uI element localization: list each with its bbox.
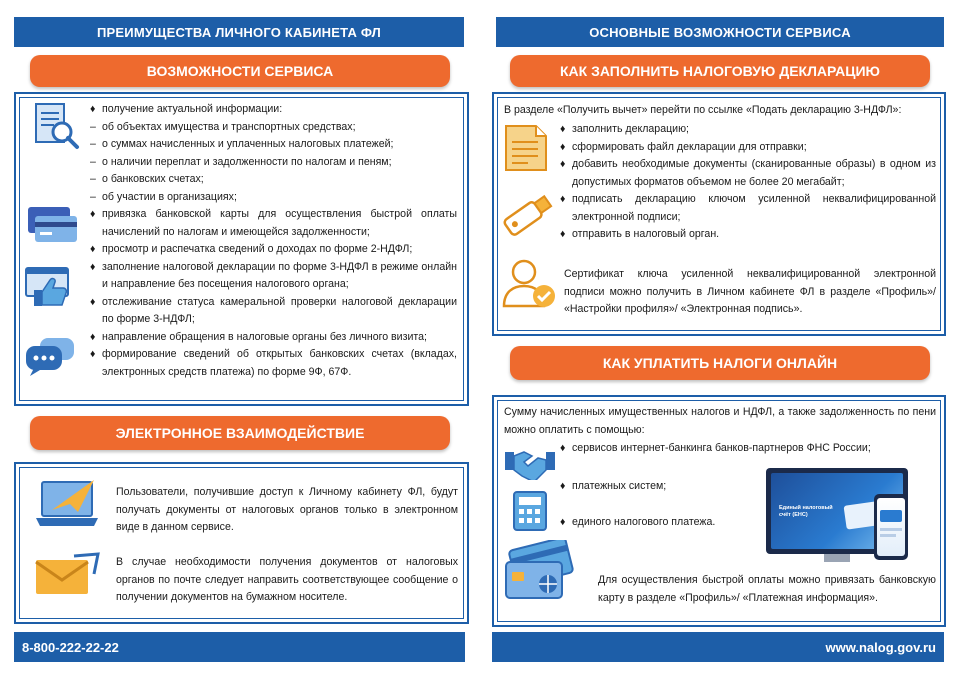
list-item-text: формирование сведений об открытых банковских счетах (вкладах, электронных средств платежа) по форме 9Ф, 67Ф. xyxy=(102,348,457,378)
list-marker: ♦ xyxy=(560,480,566,492)
monitor-stand xyxy=(824,554,850,562)
list-item xyxy=(560,156,936,191)
list-marker: – xyxy=(90,173,96,185)
list-item xyxy=(90,206,457,241)
list-item xyxy=(90,171,457,189)
list-item xyxy=(90,346,457,381)
thumbs-up-icon xyxy=(24,266,76,310)
declaration-list xyxy=(560,121,936,244)
list-item xyxy=(560,191,936,226)
list-item-text: сервисов интернет-банкинга банков-партнеров ФНС России; xyxy=(572,442,871,454)
interaction-paragraph-1: Пользователи, получившие доступ к Личному кабинету ФЛ, будут получать документы от налоговых органов только в электронном виде в данном сервисе. xyxy=(116,486,458,533)
interaction-title: ЭЛЕКТРОННОЕ ВЗАИМОДЕЙСТВИЕ xyxy=(30,416,450,450)
pay-list-item-3 xyxy=(560,514,760,532)
right-header: ОСНОВНЫЕ ВОЗМОЖНОСТИ СЕРВИСА xyxy=(496,17,944,47)
card-globe-icon xyxy=(502,540,578,606)
list-item-text: о банковских счетах; xyxy=(102,173,204,185)
features-title: ВОЗМОЖНОСТИ СЕРВИСА xyxy=(30,55,450,87)
declaration-intro: В разделе «Получить вычет» перейти по ссылке «Подать декларацию 3-НДФЛ»: xyxy=(504,104,902,116)
site-link[interactable]: www.nalog.gov.ru xyxy=(825,639,936,655)
list-item xyxy=(560,478,760,496)
list-item xyxy=(90,241,457,259)
list-item-text: единого налогового платежа. xyxy=(572,516,716,528)
list-item xyxy=(560,121,936,139)
list-marker: – xyxy=(90,120,96,133)
list-marker: ♦ xyxy=(560,123,566,135)
list-item xyxy=(560,139,936,157)
pay-list-item-2 xyxy=(560,478,760,496)
list-item xyxy=(90,259,457,294)
phone-card xyxy=(880,510,902,522)
list-item xyxy=(560,440,890,458)
list-item-text: сформировать файл декларации для отправки; xyxy=(572,140,807,153)
pay-intro: Сумму начисленных имущественных налогов и НДФЛ, а также задолженность по пени можно оплатить с помощью: xyxy=(504,406,936,436)
list-marker: ♦ xyxy=(560,228,566,240)
list-item-text: просмотр и распечатка сведений о доходах по форме 2-НДФЛ; xyxy=(102,243,413,255)
pay-list xyxy=(560,440,871,458)
list-item xyxy=(90,154,457,172)
list-item-text: подписать декларацию ключом усиленной неквалифицированной электронной подписи; xyxy=(572,193,936,223)
list-item xyxy=(90,329,457,347)
list-item-text: направление обращения в налоговые органы без личного визита; xyxy=(102,330,427,343)
list-item-text: отправить в налоговый орган. xyxy=(572,228,720,240)
list-item-text: об объектах имущества и транспортных средствах; xyxy=(102,120,356,133)
list-item-text: добавить необходимые документы (сканированные образы) в одном из допустимых форматов объемом не более 20 мегабайт; xyxy=(572,158,936,188)
list-item xyxy=(90,136,457,154)
user-verified-icon xyxy=(500,256,558,312)
list-marker: ♦ xyxy=(560,442,566,454)
phone-line xyxy=(880,528,902,531)
list-marker: ♦ xyxy=(560,516,566,528)
list-marker: – xyxy=(90,138,96,150)
list-marker: ♦ xyxy=(90,330,96,343)
list-marker: ♦ xyxy=(90,243,96,255)
declaration-title: КАК ЗАПОЛНИТЬ НАЛОГОВУЮ ДЕКЛАРАЦИЮ xyxy=(510,55,930,87)
features-list xyxy=(90,101,457,381)
interaction-paragraph-2: В случае необходимости получения документов от налоговых органов по почте следует направить соответствующее сообщение о получении документов на бумажном носителе. xyxy=(116,556,458,603)
document-icon xyxy=(502,122,550,174)
left-header: ПРЕИМУЩЕСТВА ЛИЧНОГО КАБИНЕТА ФЛ xyxy=(14,17,464,47)
list-marker: ♦ xyxy=(560,193,566,205)
handshake-icon xyxy=(504,446,556,480)
list-item xyxy=(90,101,457,119)
list-item-text: платежных систем; xyxy=(572,480,667,492)
site-footer xyxy=(492,632,944,662)
list-marker: ♦ xyxy=(90,260,96,273)
list-item xyxy=(90,294,457,329)
list-marker: – xyxy=(90,190,96,203)
list-marker: ♦ xyxy=(90,348,96,360)
phone-footer xyxy=(14,632,465,662)
list-marker: ♦ xyxy=(560,140,566,153)
list-item xyxy=(90,119,457,137)
list-marker: ♦ xyxy=(90,208,96,220)
card-note: Для осуществления быстрой оплаты можно привязать банковскую карту в разделе «Профиль»/ «Платежная информация». xyxy=(598,574,936,604)
declaration-note: Сертификат ключа усиленной неквалифицированной электронной подписи можно получить в Личном кабинете ФЛ в разделе «Профиль»/ «Настройки профиля»/ «Электронная подпись». xyxy=(564,268,936,315)
phone-mockup xyxy=(874,494,908,560)
envelope-icon xyxy=(34,552,104,598)
usb-key-icon xyxy=(500,190,556,240)
list-marker: – xyxy=(90,155,96,168)
phone-number[interactable]: 8-800-222-22-22 xyxy=(22,639,119,655)
screen-title: Единый налоговый счёт (ЕНС) xyxy=(779,505,833,518)
list-marker: ♦ xyxy=(90,103,96,115)
laptop-paper-plane-icon xyxy=(34,478,104,532)
phone-screen xyxy=(877,498,905,556)
list-item xyxy=(560,226,936,244)
list-item-text: отслеживание статуса камеральной проверки налоговой декларации по форме 3-НДФЛ; xyxy=(102,295,457,325)
document-search-icon xyxy=(32,102,80,150)
ens-screen-illustration xyxy=(766,468,916,564)
calculator-icon xyxy=(512,490,548,532)
list-marker: ♦ xyxy=(90,295,96,308)
list-item-text: заполнение налоговой декларации по форме 3-НДФЛ в режиме онлайн и направление без посещения налогового органа; xyxy=(102,260,457,290)
chat-bubbles-icon xyxy=(22,336,78,378)
list-item-text: об участии в организациях; xyxy=(102,190,237,203)
list-item xyxy=(560,514,760,532)
list-marker: ♦ xyxy=(560,158,566,170)
phone-line xyxy=(880,534,896,537)
bank-card-icon xyxy=(26,205,78,245)
list-item-text: получение актуальной информации: xyxy=(102,103,283,115)
pay-title: КАК УПЛАТИТЬ НАЛОГИ ОНЛАЙН xyxy=(510,346,930,380)
list-item-text: о наличии переплат и задолженности по налогам и пеням; xyxy=(102,155,392,168)
list-item-text: привязка банковской карты для осуществления быстрой оплаты начислений по налогам и имеющейся задолженности; xyxy=(102,208,457,238)
list-item-text: заполнить декларацию; xyxy=(572,123,689,135)
list-item-text: о суммах начисленных и уплаченных налоговых платежей; xyxy=(102,138,394,150)
list-item xyxy=(90,189,457,207)
